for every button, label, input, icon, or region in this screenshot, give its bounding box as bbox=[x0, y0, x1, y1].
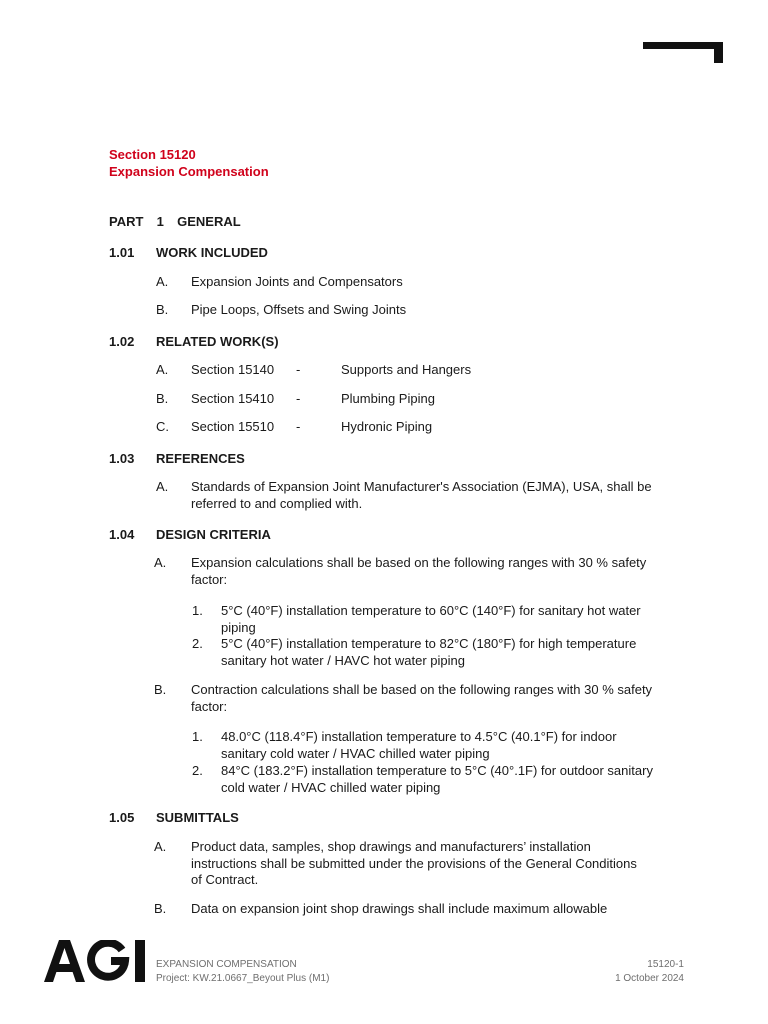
item-text-line: Data on expansion joint shop drawings shall include maximum allowable bbox=[191, 901, 608, 916]
subitem-text-line: 5°C (40°F) installation temperature to 82°C (180°F) for high temperature bbox=[221, 636, 637, 651]
article-number: 1.01 bbox=[109, 245, 135, 260]
item-text: Expansion Joints and Compensators bbox=[191, 274, 403, 289]
article-title: WORK INCLUDED bbox=[156, 245, 268, 260]
article-title: SUBMITTALS bbox=[156, 810, 239, 825]
subitem-number: 1. bbox=[192, 603, 203, 618]
item-text-line: Expansion calculations shall be based on the following ranges with 30 % safety bbox=[191, 555, 647, 570]
related-dash: - bbox=[296, 391, 301, 406]
subitem-text-line: 84°C (183.2°F) installation temperature to 5°C (40°.1F) for outdoor sanitary bbox=[221, 763, 653, 778]
article-title: DESIGN CRITERIA bbox=[156, 527, 271, 542]
article-title: REFERENCES bbox=[156, 451, 245, 466]
agi-logo bbox=[44, 940, 145, 982]
subitem-text-line: 48.0°C (118.4°F) installation temperature to 4.5°C (40.1°F) for indoor bbox=[221, 729, 617, 744]
subitem-text-line: cold water / HVAC chilled water piping bbox=[221, 779, 441, 795]
subitem-number: 2. bbox=[192, 763, 203, 778]
article-number: 1.03 bbox=[109, 451, 135, 466]
footer-document-title: EXPANSION COMPENSATION bbox=[156, 959, 297, 970]
item-text-line: Contraction calculations shall be based on the following ranges with 30 % safety bbox=[191, 682, 653, 697]
item-text-line: factor: bbox=[191, 698, 228, 714]
item-letter: B. bbox=[154, 901, 167, 916]
subitem-text-line: sanitary hot water / HAVC hot water piping bbox=[221, 652, 465, 668]
subitem-number: 1. bbox=[192, 729, 203, 744]
subitem-number: 2. bbox=[192, 636, 203, 651]
related-section-number: Section 15410 bbox=[191, 391, 275, 406]
related-section-title: Plumbing Piping bbox=[341, 391, 435, 406]
related-section-number: Section 15510 bbox=[191, 419, 275, 434]
corner-mark-icon bbox=[643, 42, 723, 63]
related-section-title: Hydronic Piping bbox=[341, 419, 433, 434]
related-dash: - bbox=[296, 419, 301, 434]
item-text-line: Standards of Expansion Joint Manufacturer's Association (EJMA), USA, shall be bbox=[191, 479, 652, 494]
part-heading: PART 1 GENERAL bbox=[109, 214, 241, 229]
subitem-text-line: piping bbox=[221, 619, 256, 635]
item-letter: A. bbox=[156, 479, 169, 494]
item-letter: B. bbox=[156, 391, 169, 406]
item-text-line: instructions shall be submitted under the provisions of the General Conditions bbox=[191, 855, 637, 871]
item-text-line: of Contract. bbox=[191, 872, 259, 887]
item-letter: B. bbox=[156, 302, 169, 317]
footer-page-number: 15120-1 bbox=[647, 959, 684, 970]
subitem-text-line: 5°C (40°F) installation temperature to 60°C (140°F) for sanitary hot water bbox=[221, 603, 641, 618]
item-letter: B. bbox=[154, 682, 167, 697]
related-dash: - bbox=[296, 362, 301, 377]
section-title: Expansion Compensation bbox=[109, 164, 269, 179]
article-number: 1.02 bbox=[109, 334, 135, 349]
item-text-line: referred to and complied with. bbox=[191, 495, 363, 511]
item-text-line: Product data, samples, shop drawings and manufacturers’ installation bbox=[191, 839, 591, 854]
item-text-line: factor: bbox=[191, 571, 228, 587]
article-title: RELATED WORK(S) bbox=[156, 334, 279, 349]
footer-date: 1 October 2024 bbox=[615, 973, 684, 984]
related-section-title: Supports and Hangers bbox=[341, 362, 472, 377]
section-number: Section 15120 bbox=[109, 147, 196, 162]
related-section-number: Section 15140 bbox=[191, 362, 275, 377]
item-letter: A. bbox=[156, 274, 169, 289]
article-number: 1.05 bbox=[109, 810, 135, 825]
item-letter: A. bbox=[154, 555, 167, 570]
item-letter: A. bbox=[154, 839, 167, 854]
article-number: 1.04 bbox=[109, 527, 135, 542]
item-letter: A. bbox=[156, 362, 169, 377]
footer-project: Project: KW.21.0667_Beyout Plus (M1) bbox=[156, 973, 330, 984]
item-text: Pipe Loops, Offsets and Swing Joints bbox=[191, 302, 407, 317]
item-letter: C. bbox=[156, 419, 169, 434]
subitem-text-line: sanitary cold water / HVAC chilled water piping bbox=[221, 745, 490, 761]
